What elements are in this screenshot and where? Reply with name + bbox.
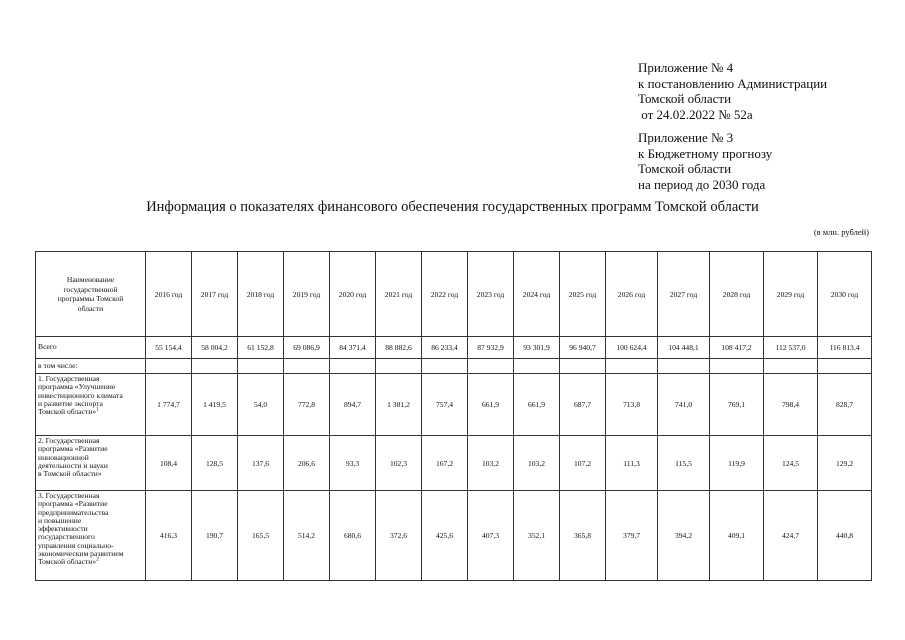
including-row [36, 359, 872, 374]
footnote-mark: 1 [96, 406, 99, 413]
program-name-line: эффективности [38, 524, 88, 534]
total-value: 104 448,1 [658, 337, 710, 359]
year-header: 2024 год [514, 252, 560, 337]
year-header: 2029 год [764, 252, 818, 337]
year-header: 2027 год [658, 252, 710, 337]
program-value: 1 419,5 [192, 374, 238, 436]
program-name [36, 374, 146, 436]
year-header: 2016 год [146, 252, 192, 337]
program-name-line: и повышение [38, 515, 82, 525]
year-header: 2022 год [422, 252, 468, 337]
program-value: 108,4 [146, 436, 192, 491]
total-value: 61 152,8 [238, 337, 284, 359]
program-value: 111,3 [606, 436, 658, 491]
total-value: 88 882,6 [376, 337, 422, 359]
total-value: 55 154,4 [146, 337, 192, 359]
total-value: 84 371,4 [330, 337, 376, 359]
program-value: 680,6 [330, 491, 376, 581]
financing-table [35, 251, 872, 581]
program-value: 772,8 [284, 374, 330, 436]
program-name-line: и развитие экспорта [38, 398, 103, 408]
program-value: 1 774,7 [146, 374, 192, 436]
document-title: Информация о показателях финансового обеспечения государственных программ Томской области [146, 199, 759, 215]
program-value: 661,9 [468, 374, 514, 436]
year-header: 2025 год [560, 252, 606, 337]
program-value: 128,5 [192, 436, 238, 491]
total-value: 69 086,9 [284, 337, 330, 359]
total-row [36, 337, 872, 359]
program-name-header-line: области [77, 303, 104, 313]
program-value: 769,1 [710, 374, 764, 436]
program-name-line [38, 408, 143, 416]
footnote-mark: 2 [96, 556, 99, 563]
program-value: 407,3 [468, 491, 514, 581]
appendix-4-line: Приложение № 4 [638, 60, 734, 75]
program-value: 713,8 [606, 374, 658, 436]
program-name-header-line: государственной [63, 284, 118, 294]
total-value: 108 417,2 [710, 337, 764, 359]
program-value: 93,3 [330, 436, 376, 491]
program-value: 54,0 [238, 374, 284, 436]
year-header: 2017 год [192, 252, 238, 337]
program-name-line: государственного [38, 532, 95, 542]
program-name-line-text: Томской области» [38, 557, 97, 567]
program-value: 103,2 [468, 436, 514, 491]
program-value: 352,1 [514, 491, 560, 581]
program-value: 119,9 [710, 436, 764, 491]
program-name [36, 491, 146, 581]
year-header: 2019 год [284, 252, 330, 337]
program-name-line [38, 558, 143, 566]
program-value: 167,2 [422, 436, 468, 491]
year-header: 2018 год [238, 252, 284, 337]
year-header: 2020 год [330, 252, 376, 337]
appendix-4-block [638, 60, 827, 122]
program-value: 372,6 [376, 491, 422, 581]
program-value: 190,7 [192, 491, 238, 581]
program-value: 394,2 [658, 491, 710, 581]
program-value: 894,7 [330, 374, 376, 436]
program-name-line: инвестиционного климата [38, 390, 123, 400]
year-header: 2021 год [376, 252, 422, 337]
program-name-header-line: Наименование [66, 275, 115, 284]
total-value: 87 932,9 [468, 337, 514, 359]
total-value: 58 004,2 [192, 337, 238, 359]
program-name-line: 2. Государственная [38, 436, 100, 445]
year-header: 2028 год [710, 252, 764, 337]
total-value: 100 624,4 [606, 337, 658, 359]
program-name-header-line: программы Томской [57, 294, 124, 303]
program-row [36, 374, 872, 436]
program-value: 102,3 [376, 436, 422, 491]
units-note: (в млн. рублей) [813, 227, 869, 237]
program-name-line: предпринимательства [38, 507, 109, 517]
program-value: 425,6 [422, 491, 468, 581]
total-value: 116 813,4 [818, 337, 872, 359]
total-value: 93 301,9 [514, 337, 560, 359]
appendix-3-line: к Бюджетному прогнозу [638, 145, 773, 161]
appendix-3-block [638, 130, 772, 192]
program-value: 107,2 [560, 436, 606, 491]
year-header: 2023 год [468, 252, 514, 337]
program-value: 129,2 [818, 436, 872, 491]
program-name-line: в Томской области» [38, 469, 102, 479]
program-value: 124,5 [764, 436, 818, 491]
program-name-line: программа «Улучшение [38, 382, 116, 392]
program-name-line: управления социально- [38, 540, 114, 550]
program-name-line: инновационной [38, 452, 89, 462]
program-value: 741,0 [658, 374, 710, 436]
program-value: 440,8 [818, 491, 872, 581]
appendix-4-line: Томской области [638, 91, 732, 106]
program-name-line-text: Томской области» [38, 407, 97, 417]
total-label: Всего [36, 337, 146, 359]
program-value: 365,8 [560, 491, 606, 581]
program-value: 416,3 [146, 491, 192, 581]
program-name-line: программа «Развитие [38, 499, 108, 509]
program-value: 424,7 [764, 491, 818, 581]
program-row [36, 491, 872, 581]
total-value: 96 940,7 [560, 337, 606, 359]
appendix-3-line: на период до 2030 года [638, 176, 766, 192]
program-value: 409,1 [710, 491, 764, 581]
program-value: 379,7 [606, 491, 658, 581]
including-label: в том числе: [36, 359, 146, 374]
program-value: 514,2 [284, 491, 330, 581]
appendix-4-line: к постановлению Администрации [638, 75, 828, 91]
program-name-line: программа «Развитие [38, 444, 108, 454]
program-value: 687,7 [560, 374, 606, 436]
program-value: 115,5 [658, 436, 710, 491]
appendix-4-line: от 24.02.2022 № 52а [638, 106, 753, 122]
program-name-line: деятельности и науки [38, 460, 108, 470]
year-header: 2026 год [606, 252, 658, 337]
program-name [36, 436, 146, 491]
program-name-line: экономическим развитием [38, 549, 124, 559]
appendix-3-line: Приложение № 3 [638, 130, 734, 145]
table-header-row [36, 252, 872, 337]
program-name-line: 1. Государственная [38, 374, 100, 383]
program-value: 165,5 [238, 491, 284, 581]
program-name-header [36, 252, 146, 337]
program-value: 798,4 [764, 374, 818, 436]
year-header: 2030 год [818, 252, 872, 337]
program-value: 103,2 [514, 436, 560, 491]
program-value: 828,7 [818, 374, 872, 436]
total-value: 112 537,0 [764, 337, 818, 359]
program-value: 757,4 [422, 374, 468, 436]
program-value: 206,6 [284, 436, 330, 491]
program-row [36, 436, 872, 491]
appendix-3-line: Томской области [638, 161, 732, 176]
program-value: 137,6 [238, 436, 284, 491]
total-value: 86 233,4 [422, 337, 468, 359]
program-value: 1 381,2 [376, 374, 422, 436]
program-name-line: 3. Государственная [38, 491, 100, 500]
program-value: 661,9 [514, 374, 560, 436]
